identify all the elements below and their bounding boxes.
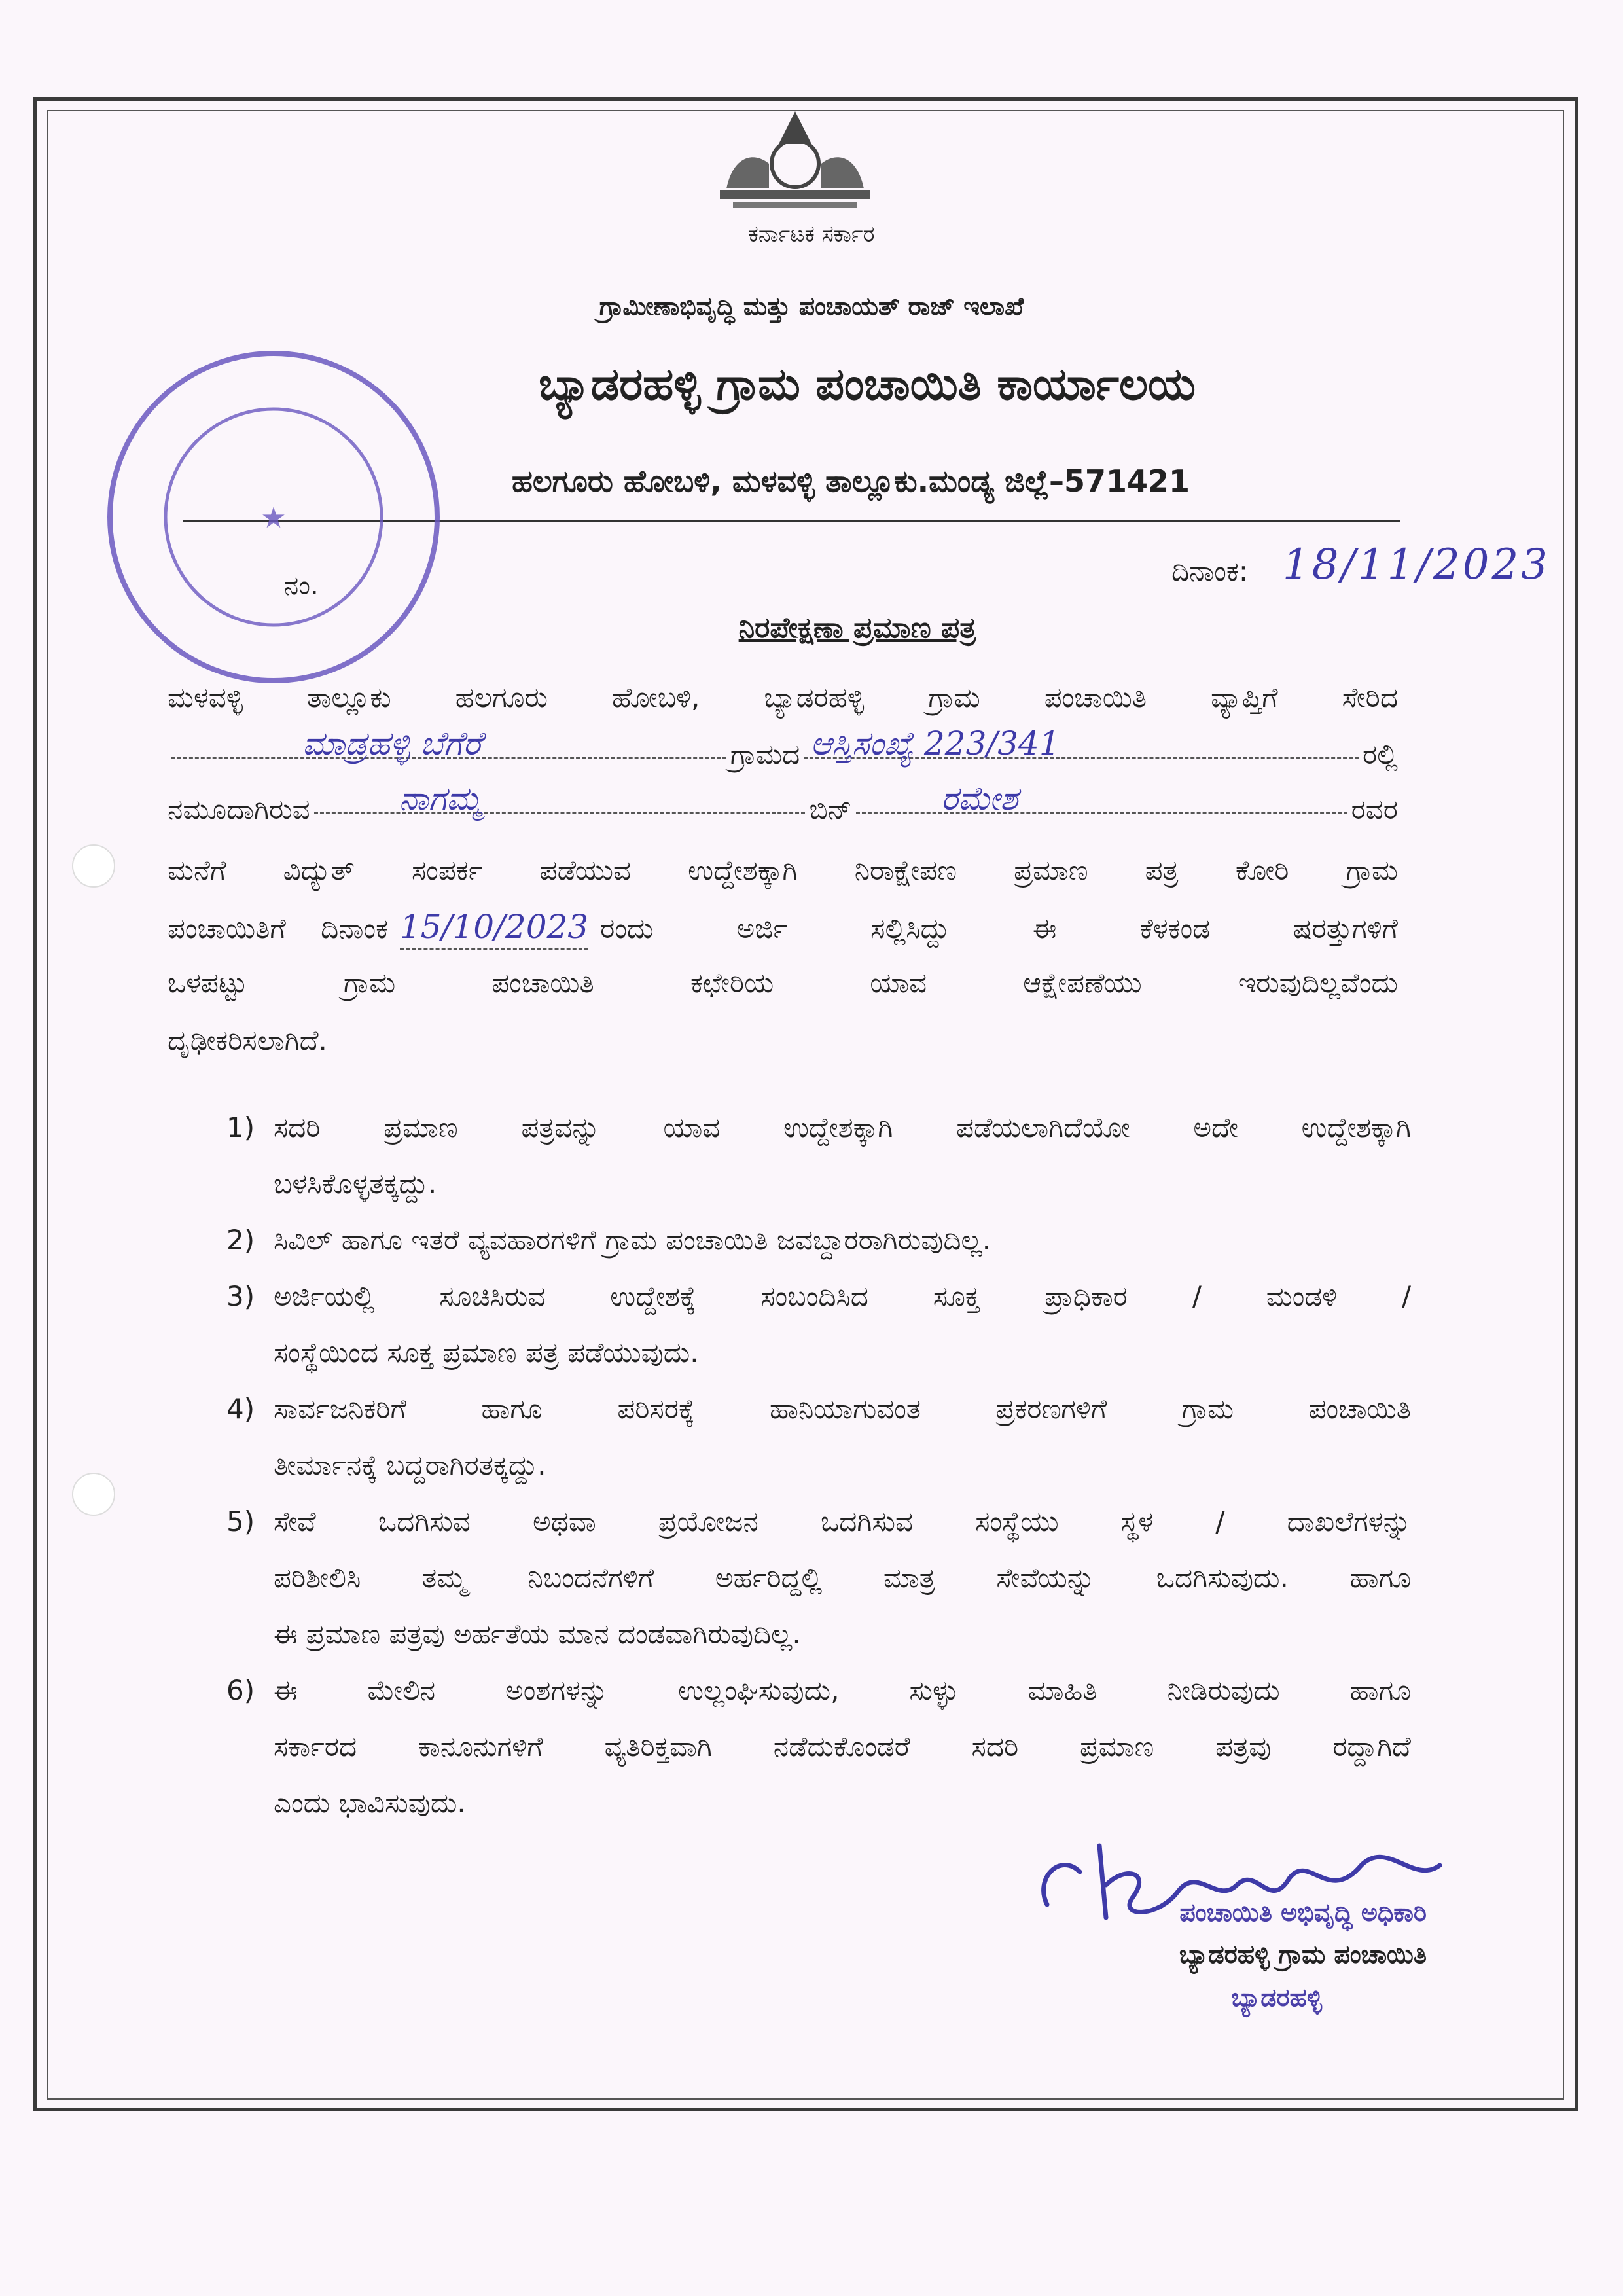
bin-label: ಬಿನ್: [809, 793, 852, 825]
date-label: ದಿನಾಂಕ:: [1171, 555, 1248, 587]
their-label: ರವರ: [1351, 793, 1398, 825]
village-name-handwritten: ಮಾಡ್ರಹಳ್ಳಿ ಬೆಗೆರೆ: [302, 725, 482, 762]
body-line-5: ಪಂಚಾಯಿತಿಗೆ ದಿನಾಂಕ 15/10/2023 ರಂದು ಅರ್ಜಿ ಸಲ್ಲಿಸಿದ್ದು ಈ ಕೆಳಕಂಡ ಷರತ್ತುಗಳಿಗೆ: [168, 907, 1398, 950]
date-value: 18/11/2023: [1283, 541, 1550, 589]
father-name-handwritten: ರಮೇಶ: [940, 780, 1018, 817]
panchayat-name: ಬ್ಯಾಡರಹಳ್ಳಿ ಗ್ರಾಮ ಪಂಚಾಯಿತಿ: [1179, 1940, 1427, 1969]
state-emblem-icon: [707, 105, 883, 223]
punch-hole-top: [72, 844, 115, 888]
office-title: ಬ್ಯಾಡರಹಳ್ಳಿ ಗ್ರಾಮ ಪಂಚಾಯಿತಿ ಕಾರ್ಯಾಲಯ: [539, 359, 1196, 410]
body-line-7: ದೃಢೀಕರಿಸಲಾಗಿದೆ.: [168, 1024, 327, 1056]
registered-label: ನಮೂದಾಗಿರುವ: [168, 793, 310, 825]
condition-item-6: 6) ಈ ಮೇಲಿನ ಅಂಶಗಳನ್ನು ಉಲ್ಲಂಘಿಸುವುದು, ಸುಳ್ಳು ಮಾಹಿತಿ ನೀಡಿರುವುದು ಹಾಗೂ ಸರ್ಕಾರದ ಕಾನೂನುಗಳಿಗೆ ವ್ಯತಿರಿಕ್ತವಾಗಿ ನಡೆದುಕೊಂಡರೆ ಸದರಿ ಪ್ರಮಾಣ ಪತ್ರವು ರದ್ದಾಗಿದೆ ಎಂದು ಭಾವಿಸುವುದು.: [226, 1674, 1411, 1819]
certificate-title: ನಿರಪೇಕ್ಷಣಾ ಪ್ರಮಾಣ ಪತ್ರ: [738, 611, 976, 645]
condition-item-5: 5) ಸೇವೆ ಒದಗಿಸುವ ಅಥವಾ ಪ್ರಯೋಜನ ಒದಗಿಸುವ ಸಂಸ್ಥೆಯು ಸ್ಥಳ / ದಾಖಲೆಗಳನ್ನು ಪರಿಶೀಲಿಸಿ ತಮ್ಮ ನಿಬಂದನೆಗಳಿಗೆ ಅರ್ಹರಿದ್ದಲ್ಲಿ ಮಾತ್ರ ಸೇವೆಯನ್ನು ಒದಗಿಸುವುದು. ಹಾಗೂ ಈ ಪ್ರಮಾಣ ಪತ್ರವು ಅರ್ಹತೆಯ ಮಾನ ದಂಡವಾಗಿರುವುದಿಲ್ಲ.: [226, 1505, 1411, 1650]
village-label: ಗ್ರಾಮದ: [730, 738, 800, 770]
in-label: ರಲ್ಲಿ: [1363, 738, 1398, 770]
asset-number-handwritten: ಆಸ್ತಿಸಂಖ್ಯೆ 223/341: [810, 725, 1060, 762]
body-line-6: ಒಳಪಟ್ಟು ಗ್ರಾಮ ಪಂಚಾಯಿತಿ ಕಛೇರಿಯ ಯಾವ ಆಕ್ಷೇಪಣೆಯು ಇರುವುದಿಲ್ಲವೆಂದು: [168, 967, 1398, 999]
body-line-1: ಮಳವಳ್ಳಿ ತಾಲ್ಲೂಕು ಹಲಗೂರು ಹೋಬಳಿ, ಬ್ಯಾಡರಹಳ್ಳಿ ಗ್ರಾಮ ಪಂಚಾಯಿತಿ ವ್ಯಾಪ್ತಿಗೆ ಸೇರಿದ: [168, 681, 1398, 713]
body-line-4: ಮನೆಗೆ ವಿದ್ಯುತ್ ಸಂಪರ್ಕ ಪಡೆಯುವ ಉದ್ದೇಶಕ್ಕಾಗಿ ನಿರಾಕ್ಷೇಪಣ ಪ್ರಮಾಣ ಪತ್ರ ಕೋರಿ ಗ್ರಾಮ: [168, 854, 1398, 886]
condition-item-4: 4) ಸಾರ್ವಜನಿಕರಿಗೆ ಹಾಗೂ ಪರಿಸರಕ್ಕೆ ಹಾನಿಯಾಗುವಂತ ಪ್ರಕರಣಗಳಿಗೆ ಗ್ರಾಮ ಪಂಚಾಯಿತಿ ತೀರ್ಮಾನಕ್ಕೆ ಬದ್ದರಾಗಿರತಕ್ಕದ್ದು.: [226, 1393, 1411, 1481]
office-address: ಹಲಗೂರು ಹೋಬಳಿ, ಮಳವಳ್ಳಿ ತಾಲ್ಲೂಕು.ಮಂಡ್ಯ ಜಿಲ್ಲೆ–571421: [511, 463, 1190, 499]
applicant-name-field: [314, 780, 806, 817]
body-line-2: [168, 725, 1398, 774]
government-label: ಕರ್ನಾಟಕ ಸರ್ಕಾರ: [748, 221, 875, 247]
body-line-3: [168, 780, 1398, 829]
condition-item-1: 1) ಸದರಿ ಪ್ರಮಾಣ ಪತ್ರವನ್ನು ಯಾವ ಉದ್ದೇಶಕ್ಕಾಗಿ ಪಡೆಯಲಾಗಿದೆಯೋ ಅದೇ ಉದ್ದೇಶಕ್ಕಾಗಿ ಬಳಸಿಕೊಳ್ಳತಕ್ಕದ್ದು.: [226, 1111, 1411, 1200]
office-stamp-icon: [90, 334, 457, 700]
svg-text:★: ★: [260, 501, 287, 535]
applicant-name-handwritten: ನಾಗಮ್ಮ: [399, 780, 482, 817]
application-date-field: [400, 907, 588, 950]
officer-designation: ಪಂಚಾಯಿತಿ ಅಭಿವೃದ್ಧಿ ಅಧಿಕಾರಿ: [1179, 1898, 1427, 1927]
punch-hole-bottom: [72, 1473, 115, 1516]
stamp-place: ಬ್ಯಾಡರಹಳ್ಳಿ: [1231, 1983, 1322, 2012]
application-date-handwritten: 15/10/2023: [399, 908, 589, 946]
father-name-field: [856, 780, 1347, 817]
village-name-field: [171, 725, 726, 762]
asset-number-field: [804, 725, 1359, 762]
reference-number-label: ನಂ.: [284, 571, 319, 601]
condition-item-2: 2) ಸಿವಿಲ್ ಹಾಗೂ ಇತರೆ ವ್ಯವಹಾರಗಳಿಗೆ ಗ್ರಾಮ ಪಂಚಾಯಿತಿ ಜವಬ್ದಾರರಾಗಿರುವುದಿಲ್ಲ.: [226, 1224, 991, 1256]
condition-item-3: 3) ಅರ್ಜಿಯಲ್ಲಿ ಸೂಚಿಸಿರುವ ಉದ್ದೇಶಕ್ಕೆ ಸಂಬಂದಿಸಿದ ಸೂಕ್ತ ಪ್ರಾಧಿಕಾರ / ಮಂಡಳಿ / ಸಂಸ್ಥೆಯಿಂದ ಸೂಕ್ತ ಪ್ರಮಾಣ ಪತ್ರ ಪಡೆಯುವುದು.: [226, 1280, 1411, 1369]
department-label: ಗ್ರಾಮೀಣಾಭಿವೃದ್ಧಿ ಮತ್ತು ಪಂಚಾಯತ್ ರಾಜ್ ಇಲಾಖೆ: [599, 292, 1024, 321]
